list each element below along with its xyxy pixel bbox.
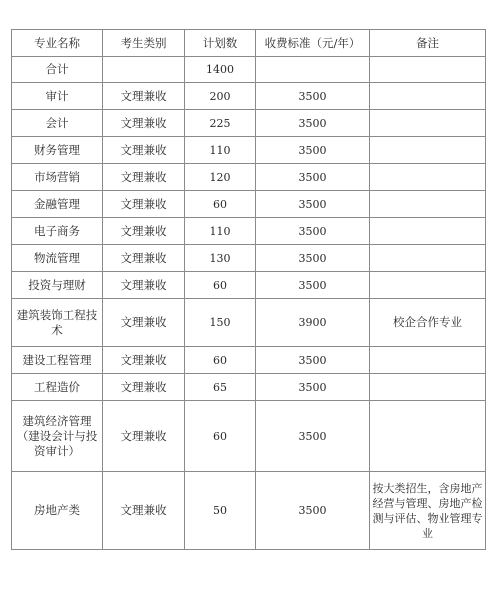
header-note: 备注 (370, 30, 486, 57)
table-row (12, 218, 486, 245)
header-fee: 收费标准（元/年） (256, 30, 370, 57)
table-row (12, 272, 486, 299)
cell-note (370, 164, 486, 191)
cell-plan: 200 (185, 83, 256, 110)
header-plan: 计划数 (185, 30, 256, 57)
cell-fee: 3500 (256, 164, 370, 191)
cell-category: 文理兼收 (103, 374, 185, 401)
cell-major: 电子商务 (12, 218, 103, 245)
cell-fee: 3500 (256, 272, 370, 299)
cell-major: 物流管理 (12, 245, 103, 272)
table-row (12, 245, 486, 272)
cell-note (370, 245, 486, 272)
table-row (12, 374, 486, 401)
cell-note (370, 110, 486, 137)
header-row (12, 30, 486, 57)
cell-note: 校企合作专业 (370, 299, 486, 347)
cell-plan: 150 (185, 299, 256, 347)
cell-fee: 3500 (256, 374, 370, 401)
header-major: 专业名称 (12, 30, 103, 57)
cell-fee: 3500 (256, 191, 370, 218)
table-row (12, 191, 486, 218)
cell-category: 文理兼收 (103, 299, 185, 347)
cell-category: 文理兼收 (103, 191, 185, 218)
cell-major: 审计 (12, 83, 103, 110)
cell-major: 市场营销 (12, 164, 103, 191)
cell-fee: 3500 (256, 110, 370, 137)
cell-note (370, 347, 486, 374)
cell-major: 会计 (12, 110, 103, 137)
cell-major: 工程造价 (12, 374, 103, 401)
cell-category (103, 57, 185, 83)
enrollment-plan-table (11, 29, 486, 550)
cell-note (370, 137, 486, 164)
cell-fee: 3500 (256, 83, 370, 110)
cell-note (370, 272, 486, 299)
cell-major: 财务管理 (12, 137, 103, 164)
cell-note (370, 83, 486, 110)
cell-plan: 120 (185, 164, 256, 191)
cell-plan: 1400 (185, 57, 256, 83)
cell-category: 文理兼收 (103, 137, 185, 164)
cell-category: 文理兼收 (103, 245, 185, 272)
table-row (12, 472, 486, 550)
cell-fee: 3500 (256, 245, 370, 272)
cell-major: 投资与理财 (12, 272, 103, 299)
cell-category: 文理兼收 (103, 272, 185, 299)
cell-major: 金融管理 (12, 191, 103, 218)
cell-plan: 60 (185, 272, 256, 299)
cell-major: 房地产类 (12, 472, 103, 550)
cell-major: 建筑装饰工程技术 (12, 299, 103, 347)
cell-major: 建筑经济管理（建设会计与投资审计） (12, 401, 103, 472)
cell-category: 文理兼收 (103, 472, 185, 550)
cell-fee: 3500 (256, 347, 370, 374)
cell-plan: 60 (185, 347, 256, 374)
cell-plan: 60 (185, 191, 256, 218)
table-row (12, 83, 486, 110)
cell-plan: 130 (185, 245, 256, 272)
cell-note (370, 191, 486, 218)
table-row (12, 299, 486, 347)
cell-note (370, 401, 486, 472)
cell-plan: 50 (185, 472, 256, 550)
cell-note: 按大类招生，含房地产经营与管理、房地产检测与评估、物业管理专业 (370, 472, 486, 550)
cell-note (370, 57, 486, 83)
cell-fee: 3900 (256, 299, 370, 347)
cell-note (370, 374, 486, 401)
cell-fee: 3500 (256, 472, 370, 550)
cell-category: 文理兼收 (103, 347, 185, 374)
cell-fee (256, 57, 370, 83)
table-row (12, 57, 486, 83)
cell-note (370, 218, 486, 245)
cell-major: 建设工程管理 (12, 347, 103, 374)
cell-plan: 60 (185, 401, 256, 472)
cell-plan: 65 (185, 374, 256, 401)
cell-plan: 225 (185, 110, 256, 137)
table-row (12, 137, 486, 164)
table-row (12, 110, 486, 137)
cell-fee: 3500 (256, 401, 370, 472)
table-row (12, 401, 486, 472)
cell-major: 合计 (12, 57, 103, 83)
cell-category: 文理兼收 (103, 110, 185, 137)
cell-plan: 110 (185, 218, 256, 245)
cell-category: 文理兼收 (103, 218, 185, 245)
cell-plan: 110 (185, 137, 256, 164)
cell-category: 文理兼收 (103, 401, 185, 472)
header-category: 考生类别 (103, 30, 185, 57)
table-row (12, 347, 486, 374)
cell-category: 文理兼收 (103, 83, 185, 110)
cell-category: 文理兼收 (103, 164, 185, 191)
cell-fee: 3500 (256, 137, 370, 164)
table-row (12, 164, 486, 191)
cell-fee: 3500 (256, 218, 370, 245)
